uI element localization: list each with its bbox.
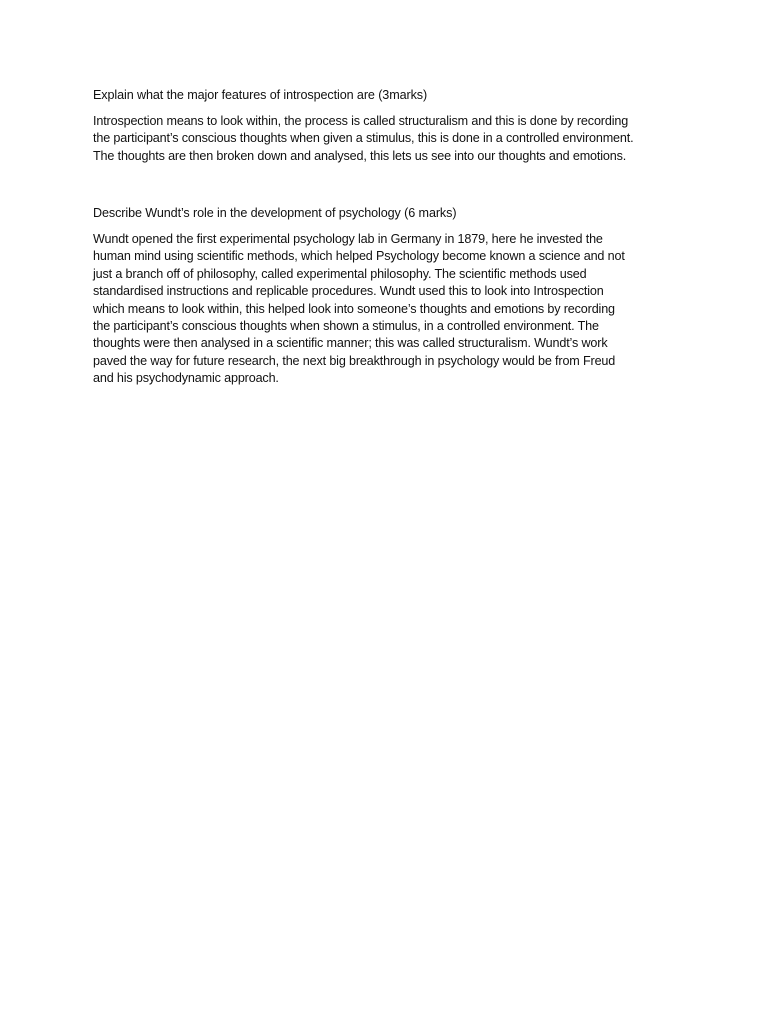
answer-line: and his psychodynamic approach.: [93, 371, 279, 386]
section-2-answer-paragraph: [93, 231, 678, 388]
answer-line: The thoughts are then broken down and analysed, this lets us see into our thoughts and emotions.: [93, 148, 627, 163]
answer-line: Introspection means to look within, the process is called structuralism and this is done by recording: [93, 114, 629, 128]
answer-line: human mind using scientific methods, which helped Psychology become known a science and not: [93, 249, 625, 264]
answer-line: the participant’s conscious thoughts when shown a stimulus, in a controlled environment. The: [93, 319, 599, 334]
section-1-question-block: [93, 87, 678, 104]
answer-line: just a branch off of philosophy, called experimental philosophy. The scientific methods used: [93, 266, 587, 281]
answer-line: thoughts were then analysed in a scientific manner; this was called structuralism. Wundt’s work: [93, 336, 608, 351]
section-1-answer-paragraph: [93, 113, 678, 165]
answer-line: the participant’s conscious thoughts when given a stimulus, this is done in a controlled environment.: [93, 131, 634, 146]
section-2-question: Describe Wundt’s role in the development of psychology (6 marks): [93, 206, 457, 220]
answer-line: Wundt opened the first experimental psychology lab in Germany in 1879, here he invested the: [93, 232, 603, 246]
section-2-question-block: [93, 205, 678, 222]
section-1-answer: [93, 113, 678, 165]
answer-line: paved the way for future research, the next big breakthrough in psychology would be from Freud: [93, 353, 616, 368]
section-1-question: Explain what the major features of introspection are (3marks): [93, 88, 428, 102]
answer-line: standardised instructions and replicable procedures. Wundt used this to look into Introspection: [93, 284, 604, 299]
answer-line: which means to look within, this helped look into someone’s thoughts and emotions by recording: [93, 301, 615, 316]
section-2-answer: [93, 231, 678, 388]
